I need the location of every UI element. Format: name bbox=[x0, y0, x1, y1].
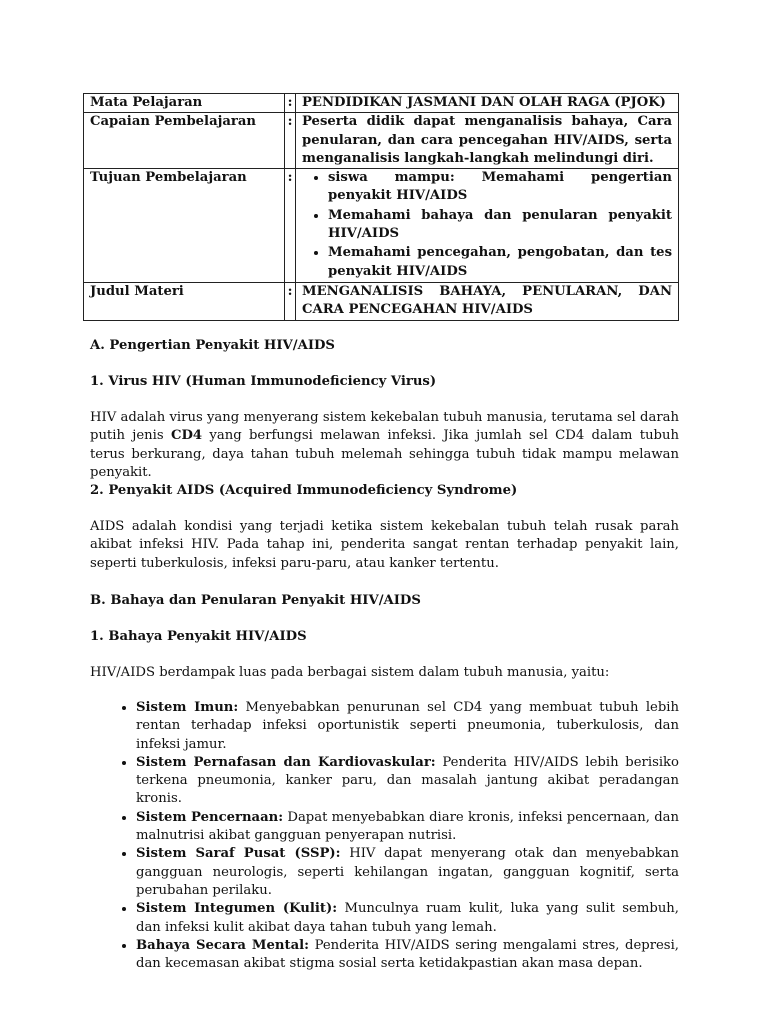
row-separator: : bbox=[285, 113, 296, 169]
item-text: Penderita HIV/AIDS lebih berisiko terkena pneumonia, kanker paru, dan masalah jantung akibat peradangan kronis. bbox=[136, 754, 679, 807]
danger-list-wrapper bbox=[90, 699, 679, 973]
aids-heading: 2. Penyakit AIDS (Acquired Immunodeficiency Syndrome) bbox=[90, 483, 518, 498]
objectives-list bbox=[302, 169, 672, 281]
section-b-heading: B. Bahaya dan Penularan Penyakit HIV/AIDS bbox=[90, 593, 421, 608]
table-row bbox=[84, 94, 679, 113]
list-item: • siswa mampu: Memahami pengertian penyakit HIV/AIDS bbox=[328, 169, 672, 206]
item-term: Sistem Saraf Pusat (SSP): bbox=[136, 846, 341, 862]
row-label: Tujuan Pembelajaran bbox=[84, 169, 285, 283]
item-text: Dapat menyebabkan diare kronis, infeksi pencernaan, dan malnutrisi akibat gangguan penyerapan nutrisi. bbox=[136, 809, 680, 844]
item-term: Sistem Imun: bbox=[136, 700, 239, 715]
list-item: • Memahami pencegahan, pengobatan, dan tes penyakit HIV/AIDS bbox=[328, 244, 672, 281]
row-label: Capaian Pembelajaran bbox=[84, 113, 285, 169]
list-item bbox=[136, 809, 679, 846]
hiv-paragraph bbox=[90, 409, 679, 482]
table-row bbox=[84, 113, 679, 169]
cd4-term: CD4 bbox=[170, 428, 203, 444]
item-text: Menyebabkan penurunan sel CD4 yang membuat tubuh lebih rentan terhadap infeksi oportunistik seperti pneumonia, tuberkulosis, dan infeksi jamur. bbox=[136, 700, 679, 752]
list-item bbox=[136, 900, 679, 937]
item-term: Bahaya Secara Mental: bbox=[136, 937, 310, 953]
aids-paragraph: AIDS adalah kondisi yang terjadi ketika sistem kekebalan tubuh telah rusak parah akibat infeksi HIV. Pada tahap ini, penderita sangat rentan terhadap penyakit lain, seperti tuberkulosis, infeksi paru-paru, atau kanker tertentu. bbox=[90, 519, 679, 571]
item-term: Sistem Pencernaan: bbox=[136, 809, 284, 825]
item-text: Penderita HIV/AIDS sering mengalami stres, depresi, dan kecemasan akibat stigma sosial serta ketidakpastian akan masa depan. bbox=[136, 937, 679, 972]
row-value-list bbox=[296, 169, 679, 283]
row-separator: : bbox=[285, 94, 296, 113]
list-item bbox=[136, 845, 679, 900]
list-item bbox=[136, 699, 679, 754]
list-item bbox=[136, 754, 679, 809]
hiv-text-1: HIV adalah virus yang menyerang sistem kekebalan tubuh manusia, terutama sel darah putih jenis bbox=[90, 410, 679, 444]
item-term: Sistem Integumen (Kulit): bbox=[136, 901, 338, 917]
section-a-heading: A. Pengertian Penyakit HIV/AIDS bbox=[90, 338, 335, 353]
item-text: Munculnya ruam kulit, luka yang sulit sembuh, dan infeksi kulit akibat daya tahan tubuh yang lemah. bbox=[136, 901, 679, 935]
row-value: Peserta didik dapat menganalisis bahaya, Cara penularan, dan cara pencegahan HIV/AIDS, serta menganalisis langkah-langkah melindungi diri. bbox=[296, 113, 679, 169]
hiv-heading: 1. Virus HIV (Human Immunodeficiency Virus) bbox=[90, 374, 437, 389]
row-separator: : bbox=[285, 282, 296, 320]
list-item bbox=[136, 937, 679, 974]
row-label: Mata Pelajaran bbox=[84, 94, 285, 113]
row-value: MENGANALISIS BAHAYA, PENULARAN, DAN CARA PENCEGAHAN HIV/AIDS bbox=[296, 282, 679, 320]
row-separator: : bbox=[285, 169, 296, 283]
row-value: PENDIDIKAN JASMANI DAN OLAH RAGA (PJOK) bbox=[296, 94, 679, 113]
hiv-text-2: yang berfungsi melawan infeksi. Jika jumlah sel CD4 dalam tubuh terus berkurang, daya tahan tubuh melemah sehingga tubuh tidak mampu melawan penyakit. bbox=[90, 428, 679, 480]
danger-intro: HIV/AIDS berdampak luas pada berbagai sistem dalam tubuh manusia, yaitu: bbox=[90, 665, 610, 680]
row-label: Judul Materi bbox=[84, 282, 285, 320]
item-term: Sistem Pernafasan dan Kardiovaskular: bbox=[136, 754, 436, 770]
item-text: HIV dapat menyerang otak dan menyebabkan gangguan neurologis, seperti kehilangan ingatan, gangguan kognitif, serta perubahan perilaku. bbox=[136, 846, 679, 898]
danger-heading: 1. Bahaya Penyakit HIV/AIDS bbox=[90, 629, 307, 644]
table-row bbox=[84, 169, 679, 283]
lesson-info-table bbox=[83, 93, 679, 321]
danger-list bbox=[90, 699, 679, 973]
table-row bbox=[84, 282, 679, 320]
list-item: • Memahami bahaya dan penularan penyakit HIV/AIDS bbox=[328, 207, 672, 244]
